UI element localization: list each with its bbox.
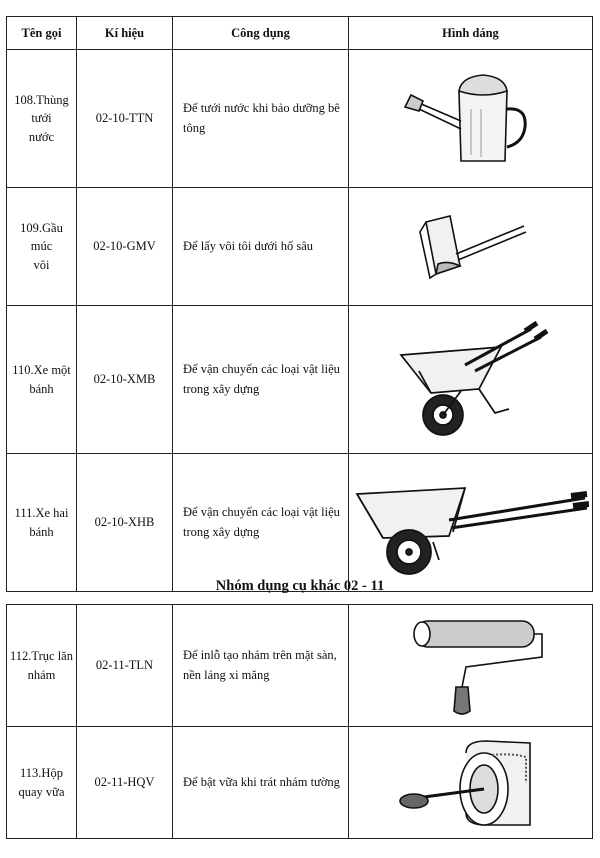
header-code: Kí hiệu [77, 17, 173, 50]
tool-code: 02-11-TLN [77, 605, 173, 727]
wheelbarrow-icon [391, 317, 551, 442]
tool-use: Để lấy vôi tôi dưới hố sâu [173, 188, 349, 306]
tool-shape [349, 306, 593, 454]
tool-code: 02-11-HQV [77, 727, 173, 839]
tool-name-line: 113.Hộp [20, 766, 63, 781]
tool-name-line: 111.Xe hai [14, 506, 69, 521]
table-header-row [7, 17, 593, 50]
table-row [7, 306, 593, 454]
tool-name-line: tưới [31, 111, 52, 126]
tool-code: 02-10-GMV [77, 188, 173, 306]
watering-can-icon [401, 69, 541, 169]
table-row [7, 454, 593, 592]
tool-code: 02-10-XMB [77, 306, 173, 454]
table-row [7, 727, 593, 839]
tool-shape [349, 727, 593, 839]
tool-shape [349, 454, 593, 592]
tool-use: Để vận chuyển các loại vật liệu trong xây dựng [173, 454, 349, 592]
tool-use: Để tưới nước khi bảo dưỡng bê tông [173, 50, 349, 188]
tool-name [7, 306, 77, 454]
group-title: Nhóm dụng cụ khác 02 - 11 [215, 578, 385, 594]
other-tools-table [6, 604, 593, 839]
texture-roller-icon [396, 611, 546, 721]
tool-name [7, 605, 77, 727]
table-row [7, 50, 593, 188]
table-row [7, 605, 593, 727]
tools-table [6, 16, 593, 592]
tool-use: Để vận chuyển các loại vật liệu trong xây dựng [173, 306, 349, 454]
tool-name-line: 108.Thùng [14, 93, 69, 108]
tool-name-line: 110.Xe một [12, 363, 71, 378]
header-shape: Hình dáng [349, 17, 593, 50]
tool-name-line: 112.Trục lăn [10, 649, 73, 664]
two-wheel-cart-icon [353, 468, 589, 578]
tool-name-line: nhám [27, 667, 56, 682]
tool-name [7, 188, 77, 306]
tool-name-line: nước [28, 129, 55, 144]
tool-name-line: quay vữa [18, 784, 65, 799]
tool-name [7, 50, 77, 188]
tool-name [7, 727, 77, 839]
lime-scoop-icon [406, 202, 536, 292]
tool-name-line: 109.Gầu múc [20, 221, 63, 254]
tool-name-line: bánh [29, 381, 54, 396]
tool-name-line: bánh [29, 524, 54, 539]
tool-shape [349, 50, 593, 188]
tool-name-line: vôi [33, 257, 50, 272]
table-row [7, 188, 593, 306]
tool-use: Để bật vữa khi trát nhám tường [173, 727, 349, 839]
mortar-spinner-box-icon [396, 733, 546, 833]
header-name: Tên gọi [7, 17, 77, 50]
tool-shape [349, 605, 593, 727]
tool-use: Để inlỗ tạo nhám trên mặt sàn, nền láng xi măng [173, 605, 349, 727]
tool-code: 02-10-XHB [77, 454, 173, 592]
tool-name [7, 454, 77, 592]
header-use: Công dụng [173, 17, 349, 50]
tool-code: 02-10-TTN [77, 50, 173, 188]
tool-shape [349, 188, 593, 306]
